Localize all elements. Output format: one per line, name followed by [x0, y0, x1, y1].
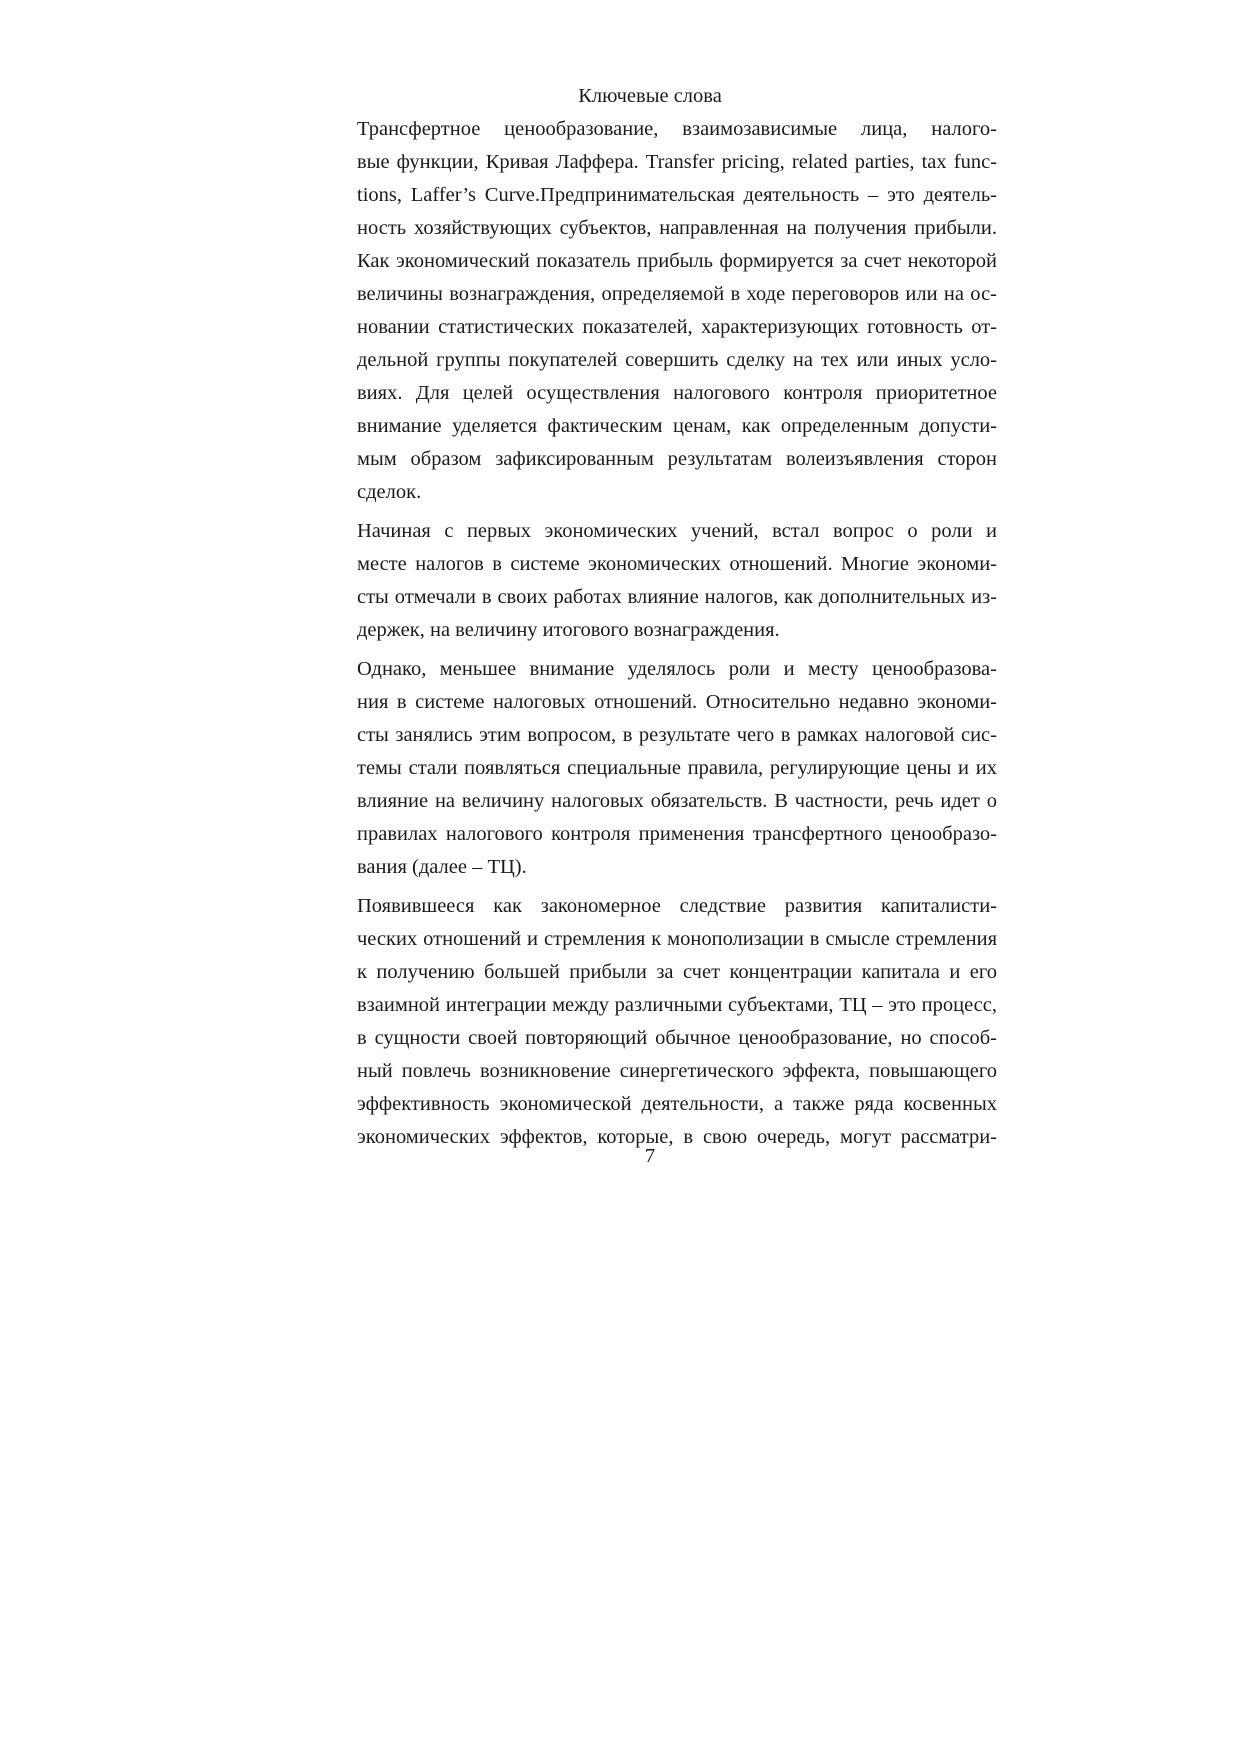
text-line: держек, на величину итогового вознаграждения. — [357, 619, 780, 641]
text-line: новании статистических показателей, характеризующих готовность от- — [357, 316, 997, 338]
text-line: сделок. — [357, 481, 422, 503]
text-line: Трансфертное ценообразование, взаимозависимые лица, налого- — [357, 118, 997, 140]
text-line: правилах налогового контроля применения трансфертного ценообразо- — [357, 823, 997, 845]
text-line: Как экономический показатель прибыль формируется за счет некоторой — [357, 250, 997, 272]
text-line: в сущности своей повторяющий обычное ценообразование, но способ- — [357, 1027, 997, 1049]
text-line: tions, Laffer’s Curve.Предпринимательская деятельность – это деятель- — [357, 184, 997, 206]
paragraph — [303, 653, 997, 884]
text-line: взаимной интеграции между различными субъектами, ТЦ – это процесс, — [357, 994, 997, 1016]
text-line: Однако, меньшее внимание уделялось роли и месту ценообразова- — [357, 658, 997, 680]
paragraph — [303, 113, 997, 509]
text-line: дельной группы покупателей совершить сделку на тех или иных усло- — [357, 349, 997, 371]
paragraph — [303, 890, 997, 1154]
text-line: к получению большей прибыли за счет концентрации капитала и его — [357, 961, 997, 983]
text-body — [303, 80, 997, 1160]
text-line: месте налогов в системе экономических отношений. Многие экономи- — [357, 553, 997, 575]
text-line: ния в системе налоговых отношений. Относительно недавно экономи- — [357, 691, 997, 713]
text-line: влияние на величину налоговых обязательств. В частности, речь идет о — [357, 790, 997, 812]
section-heading: Ключевые слова — [578, 85, 722, 107]
text-line: сты занялись этим вопросом, в результате чего в рамках налоговой сис- — [357, 724, 997, 746]
text-line: величины вознаграждения, определяемой в ходе переговоров или на ос- — [357, 283, 997, 305]
text-line: Начиная с первых экономических учений, встал вопрос о роли и — [357, 520, 997, 542]
text-line: виях. Для целей осуществления налогового контроля приоритетное — [357, 382, 997, 404]
text-line: внимание уделяется фактическим ценам, как определенным допусти- — [357, 415, 997, 437]
text-line: ность хозяйствующих субъектов, направленная на получения прибыли. — [357, 217, 997, 239]
text-line: мым образом зафиксированным результатам волеизъявления сторон — [357, 448, 997, 470]
text-line: ческих отношений и стремления к монополизации в смысле стремления — [357, 928, 997, 950]
text-line: вания (далее – ТЦ). — [357, 856, 527, 878]
paragraphs-container — [303, 113, 997, 1154]
text-line: эффективность экономической деятельности, а также ряда косвенных — [357, 1093, 997, 1115]
text-line: темы стали появляться специальные правила, регулирующие цены и их — [357, 757, 997, 779]
text-line: ный повлечь возникновение синергетического эффекта, повышающего — [357, 1060, 997, 1082]
paragraph — [303, 515, 997, 647]
text-line: сты отмечали в своих работах влияние налогов, как дополнительных из- — [357, 586, 997, 608]
text-line: Появившееся как закономерное следствие развития капиталисти- — [357, 895, 997, 917]
page-number: 7 — [644, 1145, 656, 1167]
text-line: экономических эффектов, которые, в свою очередь, могут рассматри- — [357, 1126, 997, 1148]
text-line: вые функции, Кривая Лаффера. Transfer pricing, related parties, tax func- — [357, 151, 997, 173]
